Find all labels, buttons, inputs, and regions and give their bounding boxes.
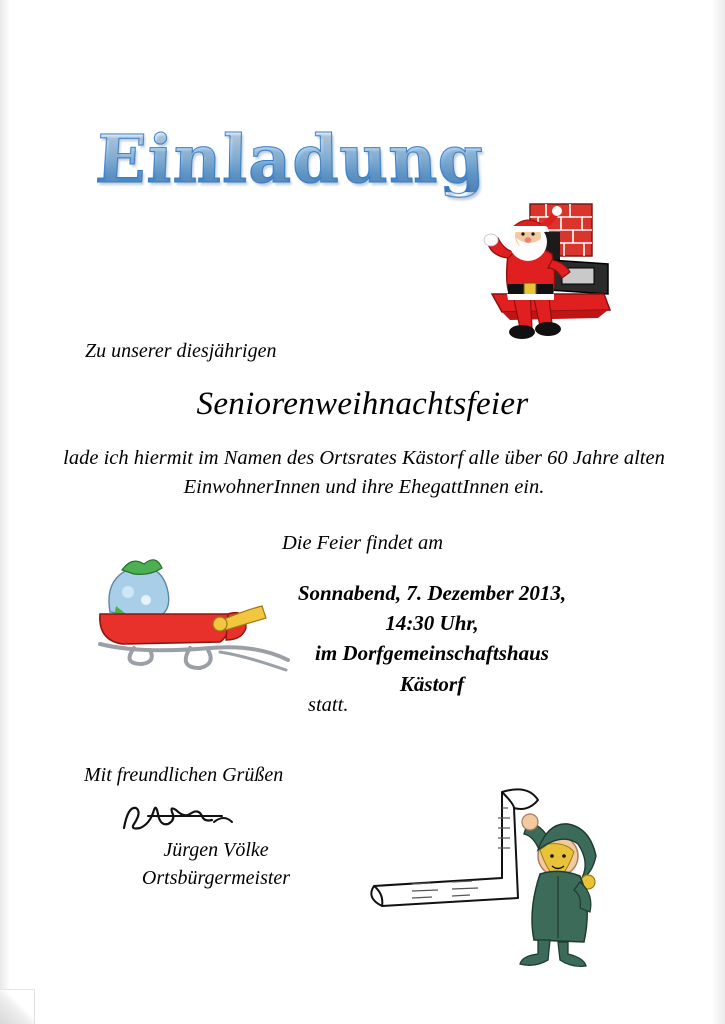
page-title: Einladung — [93, 120, 487, 199]
statt-text: statt. — [308, 694, 349, 716]
santa-chimney-clipart — [458, 198, 618, 348]
event-venue-line: im Dorfgemeinschaftshaus — [315, 641, 549, 666]
event-location-line: Kästorf — [399, 671, 465, 696]
sleigh-with-gift-sack-clipart — [70, 548, 300, 678]
signature-block — [86, 836, 346, 892]
closing-text: Mit freundlichen Grüßen — [84, 764, 284, 786]
event-date-line: Sonnabend, 7. Dezember 2013, — [297, 581, 567, 605]
intro-text: Zu unserer diesjährigen — [85, 340, 277, 362]
title-block — [0, 120, 580, 199]
signer-name: Jürgen Völke — [163, 839, 269, 861]
body-text: lade ich hiermit im Namen des Ortsrates Kästorf alle über 60 Jahre alten EinwohnerInnen und ihre EhegattInnen ein. — [63, 447, 665, 499]
page-corner-fold — [0, 989, 35, 1024]
event-name: Seniorenweihnachtsfeier — [196, 386, 529, 422]
event-time-line: 14:30 Uhr, — [385, 611, 479, 636]
elf-with-list-clipart — [352, 778, 652, 968]
signer-role: Ortsbürgermeister — [141, 867, 291, 889]
takes-place-text: Die Feier findet am — [281, 532, 444, 554]
signature-mark — [118, 800, 248, 836]
